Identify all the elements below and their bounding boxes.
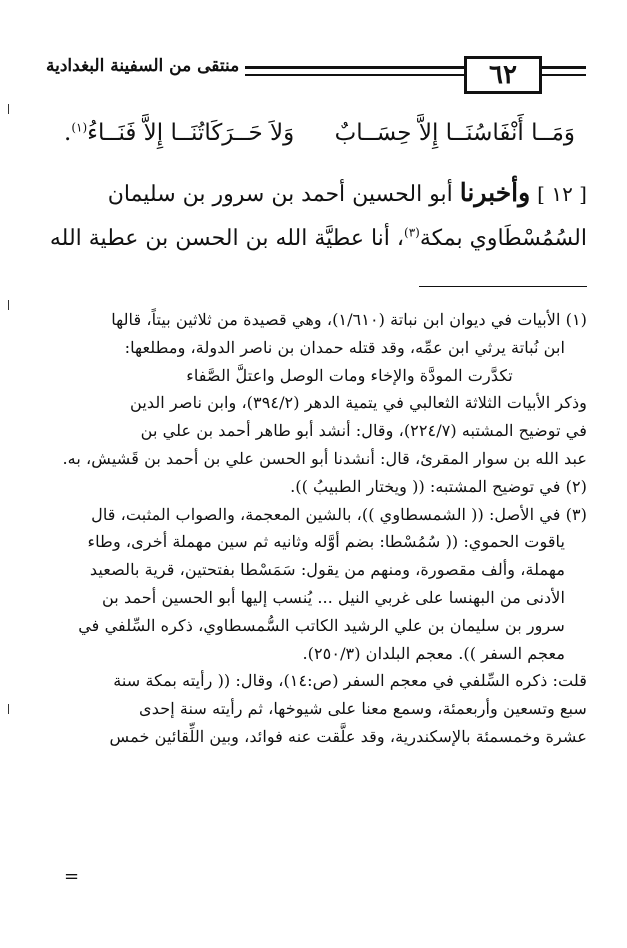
scan-margin-tick <box>8 704 9 714</box>
editor-note-line: قلت: ذكره السِّلفي في معجم السفر (ص:١٤)، وقال: (( رأيته بمكة سنة <box>113 671 587 691</box>
page-number: ٦٢ <box>464 56 542 94</box>
footnote-3-line: مهملة، وألف مقصورة، ومنهم من يقول: سَمَسْطا بفتحتين، قرية بالصعيد <box>89 560 565 580</box>
entry-keyword: وأخبرنا <box>459 178 531 207</box>
footnotes <box>52 306 587 751</box>
entry-number: [ ١٢ ] <box>537 182 587 206</box>
verse-hemistich-second-text: وَلاَ حَــرَكَاتُنَــا إِلاَّ فَنَــاءُ <box>87 120 295 146</box>
footnote-2: (٢) في توضيح المشتبه: (( ويختار الطبيبُ )). <box>290 476 587 496</box>
footnote-3-line: ياقوت الحموي: (( سُمُسْطا: بضم أوَّله وثانيه ثم سين مهملة أخرى، وطاء <box>87 532 565 552</box>
editor-note-line: سبع وتسعين وأربعمئة، وسمع معنا على شيوخها، ثم رأيته سنة إحدى <box>139 699 587 719</box>
verse-hemistich-second <box>64 120 294 146</box>
footnote-1-line: ابن نُباتة يرثي ابن عمِّه، وقد قتله حمدان بن ناصر الدولة، ومطلعها: <box>124 337 565 357</box>
footnote-3-line: (٣) في الأصل: (( الشمسطاوي ))، بالشين المعجمة، والصواب المثبت، قال <box>91 504 587 524</box>
footnote-ref-1[interactable]: (١) <box>71 120 88 135</box>
main-text-line-2 <box>40 226 587 251</box>
footnote-1-line: (١) الأبيات في ديوان ابن نباتة (١/٦١٠)، وهي قصيدة من ثلاثين بيتاً، قالها <box>111 310 587 329</box>
footnote-3-line: معجم السفر )). معجم البلدان (٢٥٠/٣). <box>302 643 565 663</box>
isnad-text: ، أنا عطيَّة الله بن الحسن بن عطية الله <box>49 226 404 251</box>
scan-margin-tick <box>8 104 9 114</box>
poem-verse <box>40 120 587 164</box>
page-header <box>40 44 586 94</box>
footnote-1-verse: تكدَّرت المودَّة والإخاء ومات الوصل واعتلَّ الصَّفاء <box>186 365 513 385</box>
footnote-3-line: سرور بن سليمان بن علي الرشيد الكاتب السُّمسطاوي، ذكره السِّلفي في <box>78 615 565 635</box>
running-title: منتقى من السفينة البغدادية <box>40 56 245 76</box>
isnad-text: أبو الحسين أحمد بن سرور بن سليمان <box>107 182 453 207</box>
editor-note-line: عشرة وخمسمئة بالإسكندرية، وقد علَّقت عنه فوائد، وبين اللِّقائين خمس <box>109 726 587 746</box>
isnad-text: السُمُسْطَاوي بمكة <box>419 226 587 251</box>
verse-end: . <box>64 120 72 146</box>
footnote-3-line: الأدنى من البهنسا على غربي النيل ... يُنسب إليها أبو الحسين أحمد بن <box>101 587 565 607</box>
footnote-1-line: في توضيح المشتبه (٢٢٤/٧)، وقال: أنشد أبو طاهر أحمد بن علي بن <box>140 421 587 441</box>
footnote-1-line: عبد الله بن سوار المقرئ، قال: أنشدنا أبو الحسن علي بن أحمد بن قَشيش، به. <box>62 448 587 468</box>
footnote-separator <box>419 286 587 287</box>
main-text-line-1 <box>40 178 587 207</box>
footnote-ref-3[interactable]: (٣) <box>404 225 420 240</box>
verse-hemistich-first: وَمَــا أَنْفَاسُنَــا إِلاَّ حِسَــابٌ <box>334 120 575 146</box>
continuation-mark: = <box>64 866 80 887</box>
scan-margin-tick <box>8 300 9 310</box>
footnote-1-line: وذكر الأبيات الثلاثة الثعالبي في يتمية الدهر (٣٩٤/٢)، وابن ناصر الدين <box>130 393 587 413</box>
